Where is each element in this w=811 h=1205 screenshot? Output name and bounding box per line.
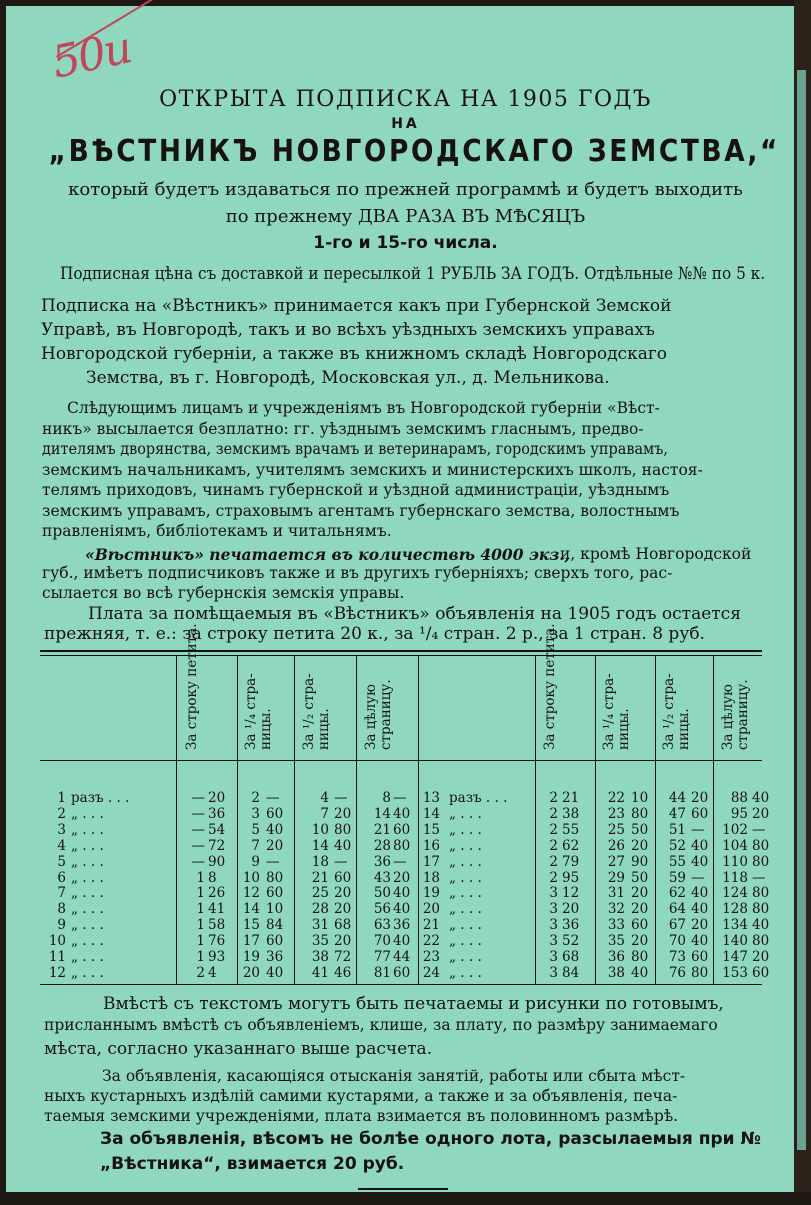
price-cell: 3 xyxy=(549,949,558,965)
price-cell: 153 xyxy=(722,964,748,981)
row-label: „ . . . xyxy=(449,917,482,934)
row-label: „ . . . xyxy=(449,933,482,950)
row-label: „ . . . xyxy=(71,949,104,965)
price-cell: 76 xyxy=(208,933,226,950)
price-cell: 36 xyxy=(607,949,625,965)
price-cell: 26 xyxy=(208,885,226,902)
price-cell: 26 xyxy=(607,837,625,854)
price-cell: 18 xyxy=(311,853,329,870)
price-cell: 80 xyxy=(393,837,411,854)
price-cell: 68 xyxy=(562,949,580,965)
price-cell: 68 xyxy=(334,917,352,934)
price-cell: 33 xyxy=(607,917,625,934)
price-cell: 80 xyxy=(752,885,770,902)
price-cell: 17 xyxy=(242,933,260,950)
price-cell: — xyxy=(191,790,205,806)
price-cell: 14 xyxy=(311,837,329,854)
row-label: разъ . . . xyxy=(71,790,130,806)
price-cell: 84 xyxy=(266,917,284,934)
price-cell: 80 xyxy=(752,901,770,918)
price-cell: 1 xyxy=(196,949,205,965)
row-label: „ . . . xyxy=(71,837,104,854)
row-number: 16 xyxy=(422,837,440,854)
handwritten-mark: 50и xyxy=(47,22,135,89)
price-cell: 20 xyxy=(334,933,352,950)
price-cell: 1 xyxy=(196,885,205,902)
row-label: „ . . . xyxy=(71,869,104,886)
price-cell: 81 xyxy=(373,964,391,981)
text-line: Новгородской губерніи, а также въ книжномъ складѣ Новгородскаго xyxy=(41,344,667,364)
price-cell: 2 xyxy=(549,853,558,870)
price-cell: 128 xyxy=(722,901,748,918)
price-cell: — xyxy=(191,805,205,822)
price-cell: — xyxy=(334,790,348,806)
price-cell: 50 xyxy=(631,821,649,838)
row-number: 14 xyxy=(422,805,440,822)
price-cell: 90 xyxy=(208,853,226,870)
price-cell: 90 xyxy=(631,853,649,870)
row-number: 5 xyxy=(57,853,66,870)
price-cell: 22 xyxy=(607,790,625,806)
price-cell: 60 xyxy=(691,805,709,822)
price-cell: 40 xyxy=(691,837,709,854)
header-line3: который будетъ издаваться по прежней программѣ и будетъ выходить xyxy=(68,179,743,200)
price-cell: 2 xyxy=(549,869,558,886)
text-line: сылается во всѣ губернскія земскія управы. xyxy=(42,584,405,602)
price-cell: 32 xyxy=(607,901,625,918)
price-cell: 20 xyxy=(752,805,770,822)
text-line: никъ» высылается безплатно: гг. уѣзднымъ земскимъ гласнымъ, предво- xyxy=(42,420,644,438)
price-cell: 60 xyxy=(266,933,284,950)
price-cell: 1 xyxy=(196,917,205,934)
price-cell: 21 xyxy=(562,790,580,806)
row-number: 6 xyxy=(57,869,66,886)
text-line: дителямъ дворянства, земскимъ врачамъ и ветеринарамъ, городскимъ управамъ, xyxy=(42,440,669,458)
header-line1: ОТКРЫТА ПОДПИСКА НА 1905 ГОДЪ xyxy=(159,87,652,112)
price-cell: 35 xyxy=(607,933,625,950)
price-cell: 29 xyxy=(607,869,625,886)
table-header-rule xyxy=(40,760,762,761)
row-number: 9 xyxy=(57,917,66,934)
price-cell: 2 xyxy=(549,837,558,854)
price-cell: 36 xyxy=(562,917,580,934)
header-per-line: За строку петита. xyxy=(184,623,200,750)
price-cell: 80 xyxy=(631,949,649,965)
price-cell: 44 xyxy=(393,949,411,965)
price-cell: 20 xyxy=(242,964,260,981)
row-number: 1 xyxy=(57,790,66,806)
price-cell: 60 xyxy=(334,869,352,886)
price-cell: — xyxy=(393,853,407,870)
price-cell: 2 xyxy=(196,964,205,981)
price-cell: 118 xyxy=(722,869,748,886)
price-cell: 3 xyxy=(549,901,558,918)
price-cell: 60 xyxy=(393,964,411,981)
price-cell: 55 xyxy=(668,853,686,870)
price-cell: 60 xyxy=(393,821,411,838)
price-cell: 5 xyxy=(251,821,260,838)
row-label: „ . . . xyxy=(71,917,104,934)
price-cell: 3 xyxy=(549,933,558,950)
price-cell: — xyxy=(691,821,705,838)
price-cell: 46 xyxy=(334,964,352,981)
text-line: земскимъ управамъ, страховымъ агентамъ губернскаго земства, волостнымъ xyxy=(42,502,680,520)
header-half-page: За ¹/₂ стра-ницы. xyxy=(661,673,692,750)
price-cell: 3 xyxy=(251,805,260,822)
price-cell: 40 xyxy=(631,964,649,981)
price-cell: 64 xyxy=(668,901,686,918)
price-cell: 36 xyxy=(373,853,391,870)
row-label: „ . . . xyxy=(449,837,482,854)
row-number: 18 xyxy=(422,869,440,886)
row-label: „ . . . xyxy=(71,853,104,870)
price-cell: 20 xyxy=(334,901,352,918)
price-cell: — xyxy=(393,790,407,806)
price-cell: 1 xyxy=(196,933,205,950)
text-line: и, кромѣ Новгородской xyxy=(560,545,752,563)
price-cell: 38 xyxy=(607,964,625,981)
price-cell: 43 xyxy=(373,869,391,886)
price-cell: 14 xyxy=(242,901,260,918)
price-cell: 93 xyxy=(208,949,226,965)
price-cell: 10 xyxy=(631,790,649,806)
price-cell: 40 xyxy=(691,933,709,950)
table-top-rule xyxy=(40,650,762,652)
price-cell: 102 xyxy=(722,821,748,838)
price-cell: 20 xyxy=(752,949,770,965)
price-cell: 55 xyxy=(562,821,580,838)
header-quarter-page: За ¹/₄ стра-ницы. xyxy=(601,673,632,750)
text-line: За объявленія, касающіяся отысканія занятій, работы или сбыта мѣст- xyxy=(102,1067,686,1085)
price-cell: 58 xyxy=(208,917,226,934)
price-cell: 20 xyxy=(631,885,649,902)
row-label: „ . . . xyxy=(449,805,482,822)
price-cell: 50 xyxy=(631,869,649,886)
price-cell: 40 xyxy=(691,901,709,918)
price-cell: 60 xyxy=(691,949,709,965)
text-line: Управѣ, въ Новгородѣ, такъ и во всѣхъ уѣздныхъ земскихъ управахъ xyxy=(41,320,655,340)
price-cell: 60 xyxy=(266,885,284,902)
price-cell: 80 xyxy=(334,821,352,838)
text-line: Вмѣстѣ съ текстомъ могутъ быть печатаемы и рисунки по готовымъ, xyxy=(103,994,724,1014)
price-cell: 12 xyxy=(562,885,580,902)
table-top-rule xyxy=(40,655,762,656)
price-cell: 79 xyxy=(562,853,580,870)
price-cell: 35 xyxy=(311,933,329,950)
price-cell: 28 xyxy=(311,901,329,918)
price-cell: 104 xyxy=(722,837,748,854)
price-cell: 52 xyxy=(668,837,686,854)
bottom-rule xyxy=(358,1188,448,1190)
price-cell: 54 xyxy=(208,821,226,838)
text-line: присланнымъ вмѣстѣ съ объявленіемъ, клише, за плату, по размѣру занимаемаго xyxy=(44,1016,718,1034)
price-cell: — xyxy=(752,821,766,838)
header-full-page: За цѣлую страницу. xyxy=(720,679,751,750)
text-line: телямъ приходовъ, чинамъ губернской и уѣздной администраціи, уѣзднымъ xyxy=(42,481,670,499)
price-cell: 10 xyxy=(311,821,329,838)
header-line4: по прежнему ДВА РАЗА ВЪ МѢСЯЦЪ xyxy=(225,206,586,227)
row-label: „ . . . xyxy=(449,821,482,838)
row-label: „ . . . xyxy=(71,901,104,918)
row-number: 24 xyxy=(422,964,440,981)
price-cell: 110 xyxy=(722,853,748,870)
circulation-italic: «Вѣстникъ» печатается въ количествѣ 4000 экз., xyxy=(85,545,571,564)
price-cell: 36 xyxy=(266,949,284,965)
text-line: губ., имѣетъ подписчиковъ также и въ другихъ губерніяхъ; сверхъ того, рас- xyxy=(42,564,673,582)
text-line: Земства, въ г. Новгородѣ, Московская ул., д. Мельникова. xyxy=(86,368,610,388)
price-cell: 59 xyxy=(668,869,686,886)
price-cell: — xyxy=(266,790,280,806)
price-cell: 40 xyxy=(752,917,770,934)
price-cell: 40 xyxy=(393,805,411,822)
scan-bottom-edge xyxy=(0,1192,811,1205)
price-cell: 31 xyxy=(311,917,329,934)
binding-strip xyxy=(797,70,806,1150)
price-cell: 50 xyxy=(373,885,391,902)
price-cell: 140 xyxy=(722,933,748,950)
price-cell: — xyxy=(334,853,348,870)
price-cell: 72 xyxy=(208,837,226,854)
price-cell: 14 xyxy=(373,805,391,822)
row-number: 2 xyxy=(57,805,66,822)
text-line: земскимъ начальникамъ, учителямъ земскихъ и министерскихъ школъ, настоя- xyxy=(42,461,703,479)
price-cell: 134 xyxy=(722,917,748,934)
text-line: Плата за помѣщаемыя въ «Вѣстникъ» объявленія на 1905 годъ остается xyxy=(88,604,741,624)
price-cell: 62 xyxy=(562,837,580,854)
row-number: 23 xyxy=(422,949,440,965)
price-cell: 20 xyxy=(631,901,649,918)
price-cell: 2 xyxy=(549,821,558,838)
text-line: правленіямъ, библіотекамъ и читальнямъ. xyxy=(42,522,392,540)
price-cell: 80 xyxy=(266,869,284,886)
price-cell: 41 xyxy=(311,964,329,981)
price-cell: 20 xyxy=(334,805,352,822)
row-number: 8 xyxy=(57,901,66,918)
price-cell: 73 xyxy=(668,949,686,965)
price-cell: 72 xyxy=(334,949,352,965)
row-label: „ . . . xyxy=(449,885,482,902)
price-cell: 60 xyxy=(266,805,284,822)
row-number: 12 xyxy=(48,964,66,981)
price-cell: 88 xyxy=(730,790,748,806)
price-cell: 80 xyxy=(631,805,649,822)
price-cell: 9 xyxy=(251,853,260,870)
price-cell: 10 xyxy=(242,869,260,886)
price-cell: 25 xyxy=(607,821,625,838)
price-cell: 20 xyxy=(631,837,649,854)
row-number: 4 xyxy=(57,837,66,854)
price-cell: 20 xyxy=(691,790,709,806)
price-cell: 2 xyxy=(251,790,260,806)
row-label: „ . . . xyxy=(449,869,482,886)
price-cell: 80 xyxy=(752,853,770,870)
row-label: „ . . . xyxy=(449,901,482,918)
price-cell: 2 xyxy=(549,805,558,822)
price-cell: 28 xyxy=(373,837,391,854)
price-cell: 40 xyxy=(266,821,284,838)
row-label: „ . . . xyxy=(71,885,104,902)
price-cell: 44 xyxy=(668,790,686,806)
price-cell: 67 xyxy=(668,917,686,934)
subscription-price: Подписная цѣна съ доставкой и пересылкой 1 РУБЛЬ ЗА ГОДЪ. Отдѣльные №№ по 5 к. xyxy=(60,264,766,284)
text-line: Слѣдующимъ лицамъ и учрежденіямъ въ Новгородской губерніи «Вѣст- xyxy=(67,399,660,417)
row-number: 10 xyxy=(48,933,66,950)
price-cell: 80 xyxy=(691,964,709,981)
price-cell: 40 xyxy=(393,901,411,918)
column-divider xyxy=(418,656,419,984)
row-label: „ . . . xyxy=(71,821,104,838)
price-cell: 40 xyxy=(393,885,411,902)
row-number: 15 xyxy=(422,821,440,838)
price-cell: — xyxy=(752,869,766,886)
row-number: 3 xyxy=(57,821,66,838)
text-line: таемыя земскими учрежденіями, плата взимается въ половинномъ размѣрѣ. xyxy=(44,1107,679,1125)
price-cell: 7 xyxy=(320,805,329,822)
row-number: 22 xyxy=(422,933,440,950)
price-cell: 60 xyxy=(752,964,770,981)
header-full-page: За цѣлую страницу. xyxy=(363,679,394,750)
price-cell: 4 xyxy=(208,964,217,981)
price-cell: 21 xyxy=(373,821,391,838)
table-bottom-rule xyxy=(40,984,762,985)
price-cell: 147 xyxy=(722,949,748,965)
text-line: ныхъ кустарныхъ издѣлій самими кустарями, а также и за объявленія, печа- xyxy=(44,1087,678,1105)
price-cell: — xyxy=(191,853,205,870)
row-number: 20 xyxy=(422,901,440,918)
price-cell: 2 xyxy=(549,790,558,806)
price-cell: 40 xyxy=(691,853,709,870)
price-cell: 7 xyxy=(251,837,260,854)
row-label: „ . . . xyxy=(449,853,482,870)
price-cell: 1 xyxy=(196,869,205,886)
price-cell: 36 xyxy=(208,805,226,822)
text-line: мѣста, согласно указаннаго выше расчета. xyxy=(44,1039,433,1059)
price-cell: 80 xyxy=(752,837,770,854)
price-cell: 70 xyxy=(373,933,391,950)
row-label: „ . . . xyxy=(449,949,482,965)
text-line: „Вѣстника“, взимается 20 руб. xyxy=(100,1154,405,1174)
price-cell: 23 xyxy=(607,805,625,822)
row-number: 13 xyxy=(422,790,440,806)
price-cell: — xyxy=(191,821,205,838)
price-cell: 40 xyxy=(752,790,770,806)
row-number: 19 xyxy=(422,885,440,902)
column-divider xyxy=(176,656,177,984)
row-number: 21 xyxy=(422,917,440,934)
price-cell: — xyxy=(691,869,705,886)
row-label: разъ . . . xyxy=(449,790,508,806)
price-cell: 19 xyxy=(242,949,260,965)
price-cell: 40 xyxy=(691,885,709,902)
price-cell: — xyxy=(266,853,280,870)
price-cell: 40 xyxy=(334,837,352,854)
row-number: 11 xyxy=(48,949,66,965)
price-cell: 3 xyxy=(549,885,558,902)
header-half-page: За ¹/₂ стра-ницы. xyxy=(301,673,332,750)
price-cell: 20 xyxy=(562,901,580,918)
price-cell: — xyxy=(191,837,205,854)
text-line: За объявленія, вѣсомъ не болѣе одного лота, разсылаемыя при № xyxy=(100,1129,761,1149)
price-cell: 27 xyxy=(607,853,625,870)
header-line5: 1-го и 15-го числа. xyxy=(313,233,498,253)
price-cell: 20 xyxy=(393,869,411,886)
price-cell: 40 xyxy=(266,964,284,981)
price-cell: 76 xyxy=(668,964,686,981)
row-label: „ . . . xyxy=(449,964,482,981)
price-cell: 8 xyxy=(208,869,217,886)
price-cell: 60 xyxy=(631,917,649,934)
price-cell: 3 xyxy=(549,964,558,981)
row-number: 7 xyxy=(57,885,66,902)
journal-title: „ВѢСТНИКЪ НОВГОРОДСКАГО ЗЕМСТВА,“ xyxy=(48,134,781,169)
price-cell: 15 xyxy=(242,917,260,934)
price-cell: 40 xyxy=(393,933,411,950)
price-cell: 62 xyxy=(668,885,686,902)
price-cell: 52 xyxy=(562,933,580,950)
price-cell: 25 xyxy=(311,885,329,902)
price-cell: 12 xyxy=(242,885,260,902)
price-cell: 95 xyxy=(562,869,580,886)
price-cell: 38 xyxy=(311,949,329,965)
price-cell: 8 xyxy=(382,790,391,806)
price-cell: 20 xyxy=(208,790,226,806)
price-cell: 51 xyxy=(668,821,686,838)
text-line: Подписка на «Вѣстникъ» принимается какъ при Губернской Земской xyxy=(41,296,672,316)
price-cell: 20 xyxy=(334,885,352,902)
row-number: 17 xyxy=(422,853,440,870)
price-cell: 70 xyxy=(668,933,686,950)
price-cell: 95 xyxy=(730,805,748,822)
price-cell: 10 xyxy=(266,901,284,918)
price-cell: 4 xyxy=(320,790,329,806)
price-cell: 124 xyxy=(722,885,748,902)
price-cell: 41 xyxy=(208,901,226,918)
header-per-line: За строку петита. xyxy=(542,623,558,750)
price-cell: 84 xyxy=(562,964,580,981)
price-cell: 20 xyxy=(266,837,284,854)
price-cell: 21 xyxy=(311,869,329,886)
row-label: „ . . . xyxy=(71,964,104,981)
price-cell: 56 xyxy=(373,901,391,918)
price-cell: 1 xyxy=(196,901,205,918)
price-cell: 31 xyxy=(607,885,625,902)
price-cell: 38 xyxy=(562,805,580,822)
price-cell: 20 xyxy=(691,917,709,934)
price-cell: 47 xyxy=(668,805,686,822)
price-cell: 77 xyxy=(373,949,391,965)
price-cell: 63 xyxy=(373,917,391,934)
price-cell: 3 xyxy=(549,917,558,934)
price-cell: 20 xyxy=(631,933,649,950)
row-label: „ . . . xyxy=(71,805,104,822)
header-quarter-page: За ¹/₄ стра-ницы. xyxy=(243,673,274,750)
header-na: НА xyxy=(391,116,420,132)
price-cell: 80 xyxy=(752,933,770,950)
text-line: прежняя, т. е.: за строку петита 20 к., за ¹/₄ стран. 2 р., за 1 стран. 8 руб. xyxy=(44,624,705,644)
row-label: „ . . . xyxy=(71,933,104,950)
price-cell: 36 xyxy=(393,917,411,934)
